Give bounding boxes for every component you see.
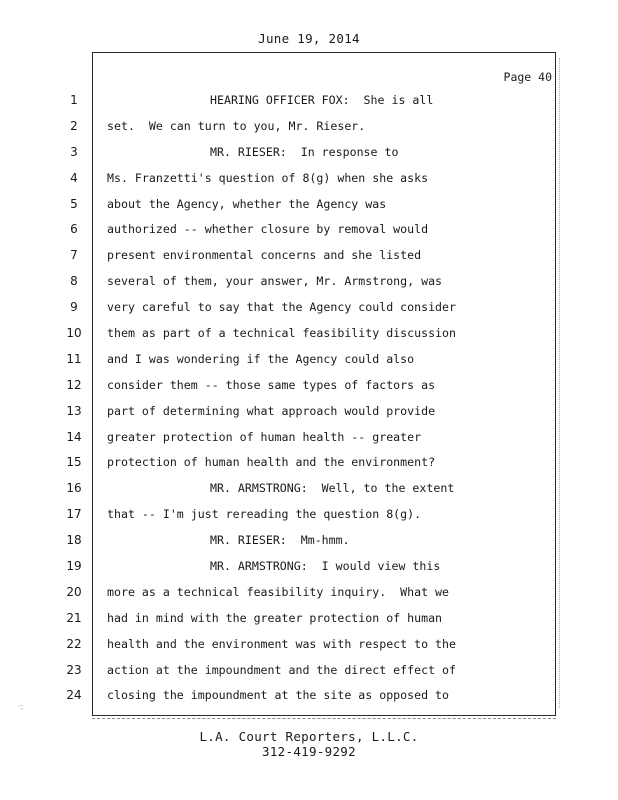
line-number: 19 bbox=[66, 559, 82, 574]
margin-scan-marks bbox=[559, 58, 564, 708]
line-number: 18 bbox=[66, 533, 82, 548]
header-date: June 19, 2014 bbox=[258, 31, 360, 46]
line-number: 21 bbox=[66, 610, 82, 625]
transcript-line: several of them, your answer, Mr. Armstrong, was bbox=[107, 274, 443, 289]
transcript-line: authorized -- whether closure by removal would bbox=[107, 222, 429, 237]
transcript-line: consider them -- those same types of factors as bbox=[107, 377, 436, 392]
footer-company-name: L.A. Court Reporters, L.L.C. bbox=[199, 729, 419, 744]
line-number: 20 bbox=[66, 584, 82, 599]
transcript-line: that -- I'm just rereading the question 8(g). bbox=[107, 507, 422, 522]
transcript-line: set. We can turn to you, Mr. Rieser. bbox=[107, 118, 366, 133]
line-number: 17 bbox=[66, 507, 82, 522]
transcript-line: about the Agency, whether the Agency was bbox=[107, 196, 387, 211]
transcript-body bbox=[107, 88, 547, 709]
transcript-line: had in mind with the greater protection of human bbox=[107, 610, 443, 625]
line-number: 11 bbox=[66, 351, 82, 366]
transcript-line: more as a technical feasibility inquiry. What we bbox=[107, 584, 450, 599]
transcript-line: HEARING OFFICER FOX: She is all bbox=[210, 93, 434, 107]
line-number: 9 bbox=[70, 300, 78, 315]
transcript-line: closing the impoundment at the site as opposed to bbox=[107, 688, 450, 703]
transcript-line: and I was wondering if the Agency could also bbox=[107, 351, 415, 366]
transcript-line: MR. RIESER: In response to bbox=[210, 144, 399, 159]
transcript-line: part of determining what approach would provide bbox=[107, 403, 436, 418]
line-number: 6 bbox=[70, 222, 78, 237]
footer-phone-number: 312-419-9292 bbox=[262, 744, 356, 759]
transcript-line: MR. ARMSTRONG: I would view this bbox=[210, 559, 441, 574]
line-number: 24 bbox=[66, 688, 82, 703]
transcript-line: action at the impoundment and the direct effect of bbox=[107, 662, 457, 677]
transcript-line: health and the environment was with respect to the bbox=[107, 636, 457, 651]
line-number: 23 bbox=[66, 662, 82, 677]
line-number: 2 bbox=[70, 118, 78, 133]
transcript-line: them as part of a technical feasibility discussion bbox=[107, 326, 457, 341]
line-number: 13 bbox=[66, 403, 82, 418]
transcript-line: present environmental concerns and she listed bbox=[107, 248, 422, 263]
transcript-line: Ms. Franzetti's question of 8(g) when she asks bbox=[107, 170, 429, 185]
transcript-line: MR. RIESER: Mm-hmm. bbox=[210, 533, 350, 548]
line-number: 8 bbox=[70, 274, 78, 289]
line-number: 15 bbox=[66, 455, 82, 470]
line-number-column bbox=[62, 88, 86, 709]
transcript-line: protection of human health and the environment? bbox=[107, 455, 436, 470]
line-number: 10 bbox=[66, 326, 82, 341]
line-number: 7 bbox=[70, 248, 78, 263]
line-number: 14 bbox=[66, 429, 82, 444]
line-number: 4 bbox=[70, 170, 78, 185]
transcript-line: MR. ARMSTRONG: Well, to the extent bbox=[210, 481, 455, 496]
page-number: Page 40 bbox=[503, 70, 552, 84]
transcript-line: greater protection of human health -- greater bbox=[107, 429, 422, 444]
line-number: 22 bbox=[66, 636, 82, 651]
scan-artifact-mark: ·: bbox=[18, 702, 24, 711]
line-number: 16 bbox=[66, 481, 82, 496]
bottom-rule bbox=[92, 718, 556, 719]
line-number: 12 bbox=[66, 377, 82, 392]
line-number: 3 bbox=[70, 144, 78, 159]
line-number: 1 bbox=[70, 93, 78, 107]
transcript-line: very careful to say that the Agency could consider bbox=[107, 300, 457, 315]
line-number: 5 bbox=[70, 196, 78, 211]
